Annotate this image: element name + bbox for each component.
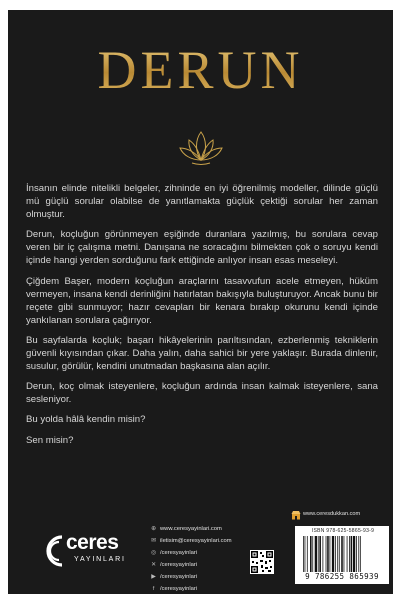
barcode-bar xyxy=(347,536,348,572)
blurb-paragraph: Sen misin? xyxy=(26,434,74,446)
isbn-label: ISBN 978-625-5865-93-9 xyxy=(311,528,375,534)
barcode-bar xyxy=(315,536,317,572)
book-back-cover xyxy=(8,10,393,594)
barcode-bar xyxy=(356,536,357,572)
barcode-bar xyxy=(341,536,343,572)
youtube-icon: ▶ xyxy=(151,574,156,580)
website-link[interactable]: www.ceresyayinlari.com xyxy=(160,526,222,532)
qr-code[interactable] xyxy=(250,550,274,574)
barcode-bar xyxy=(344,536,345,572)
barcode-bar xyxy=(351,536,353,572)
barcode-bar xyxy=(360,536,361,572)
lotus-icon xyxy=(178,128,224,168)
facebook-icon: f xyxy=(152,586,155,592)
blurb-paragraph: Çiğdem Başer, modern koçluğun araçlarını tasavvufun acele etmeyen, hüküm vermeyen, insana kendi derinliğini hatırlatan bakışıyla buluşturuyor. Ancak bunu bir reçete gibi sunmuyor; hazır cevapları bir kenara bırakıp okurunu kendi içinde yankılanan sorulara çağırıyor. xyxy=(26,275,378,326)
barcode-bar xyxy=(353,536,355,572)
blurb-paragraph: Derun, koçluğun görünmeyen eşiğinde duranlara yazılmış, bu sorulara cevap veren bir iç çalışma metni. Danışana ne soracağını bilmekten çok o soruyu kendi içinde hangi yerden sorduğunu fark ettiğinde anlıyor insan esas meseleyi. xyxy=(26,229,378,267)
qr-code-icon xyxy=(250,550,274,574)
barcode-number: 9 786255 865939 xyxy=(305,572,379,581)
contact-row[interactable] xyxy=(150,571,232,583)
twitter-icon: ✕ xyxy=(151,562,156,568)
barcode-bar xyxy=(305,536,306,572)
barcode-bar xyxy=(330,536,331,572)
isbn-barcode xyxy=(295,526,389,584)
blurb-paragraph: İnsanın elinde nitelikli belgeler, zihninde en iyi öğrenilmiş modeller, dilinde güçlü mü güçlü sorular olabilse de yanıtlamakta güçlük çektiği sorular her zaman olmuştur. xyxy=(26,183,378,221)
barcode-bar xyxy=(310,536,312,572)
barcode-bar xyxy=(318,536,319,572)
blurb-paragraph: Derun, koç olmak isteyenlere, koçluğun ardında insan kalmak isteyenlere, sana sesleniyor. xyxy=(26,381,378,406)
shop-icon xyxy=(291,510,301,520)
barcode-bar xyxy=(326,536,327,572)
barcode-bar xyxy=(349,536,350,572)
barcode-bar xyxy=(339,536,340,572)
shop-link[interactable]: www.ceresdukkan.com xyxy=(303,511,361,517)
book-title: DERUN xyxy=(8,43,393,97)
blurb-paragraph: Bu yolda hâlâ kendin misin? xyxy=(26,414,146,426)
barcode-bar xyxy=(303,536,304,572)
contact-row[interactable] xyxy=(150,547,232,559)
barcode-bar xyxy=(335,536,336,572)
back-cover-blurb xyxy=(26,182,378,454)
barcode-bar xyxy=(332,536,334,572)
barcode-bars xyxy=(303,536,383,572)
instagram-link[interactable]: /ceresyayinlari xyxy=(160,550,198,556)
barcode-bar xyxy=(337,536,338,572)
blurb-paragraph: Bu sayfalarda koçluk; başarı hikâyelerinin parıltısından, ezberlenmiş tekniklerin güvenli kıyısından çıkar. Daha yalın, daha sahici bir yere yaklaşır. Burada dinlenir, susulur, görülür, kendini unutmadan başkasına alan açılır. xyxy=(26,334,378,373)
publisher-contacts xyxy=(150,523,232,594)
publisher-name: ceres xyxy=(66,531,119,554)
youtube-link[interactable]: /ceresyayinlari xyxy=(160,574,198,580)
instagram-icon: ◎ xyxy=(150,550,157,556)
mail-icon: ✉ xyxy=(151,538,156,544)
barcode-bar xyxy=(312,536,313,572)
publisher-tagline: YAYINLARI xyxy=(74,556,126,563)
contact-row[interactable] xyxy=(150,523,232,535)
email-link[interactable]: iletisim@ceresyayinlari.com xyxy=(160,538,232,544)
barcode-bar xyxy=(323,536,324,572)
globe-icon: ⊕ xyxy=(151,526,156,532)
contact-row[interactable] xyxy=(150,535,232,547)
contact-row[interactable] xyxy=(150,583,232,594)
twitter-link[interactable]: /ceresyayinlari xyxy=(160,562,198,568)
barcode-bar xyxy=(307,536,308,572)
barcode-bar xyxy=(358,536,359,572)
barcode-bar xyxy=(319,536,321,572)
contact-row[interactable] xyxy=(150,559,232,571)
facebook-link[interactable]: /ceresyayinlari xyxy=(160,586,198,592)
barcode-bar xyxy=(327,536,329,572)
